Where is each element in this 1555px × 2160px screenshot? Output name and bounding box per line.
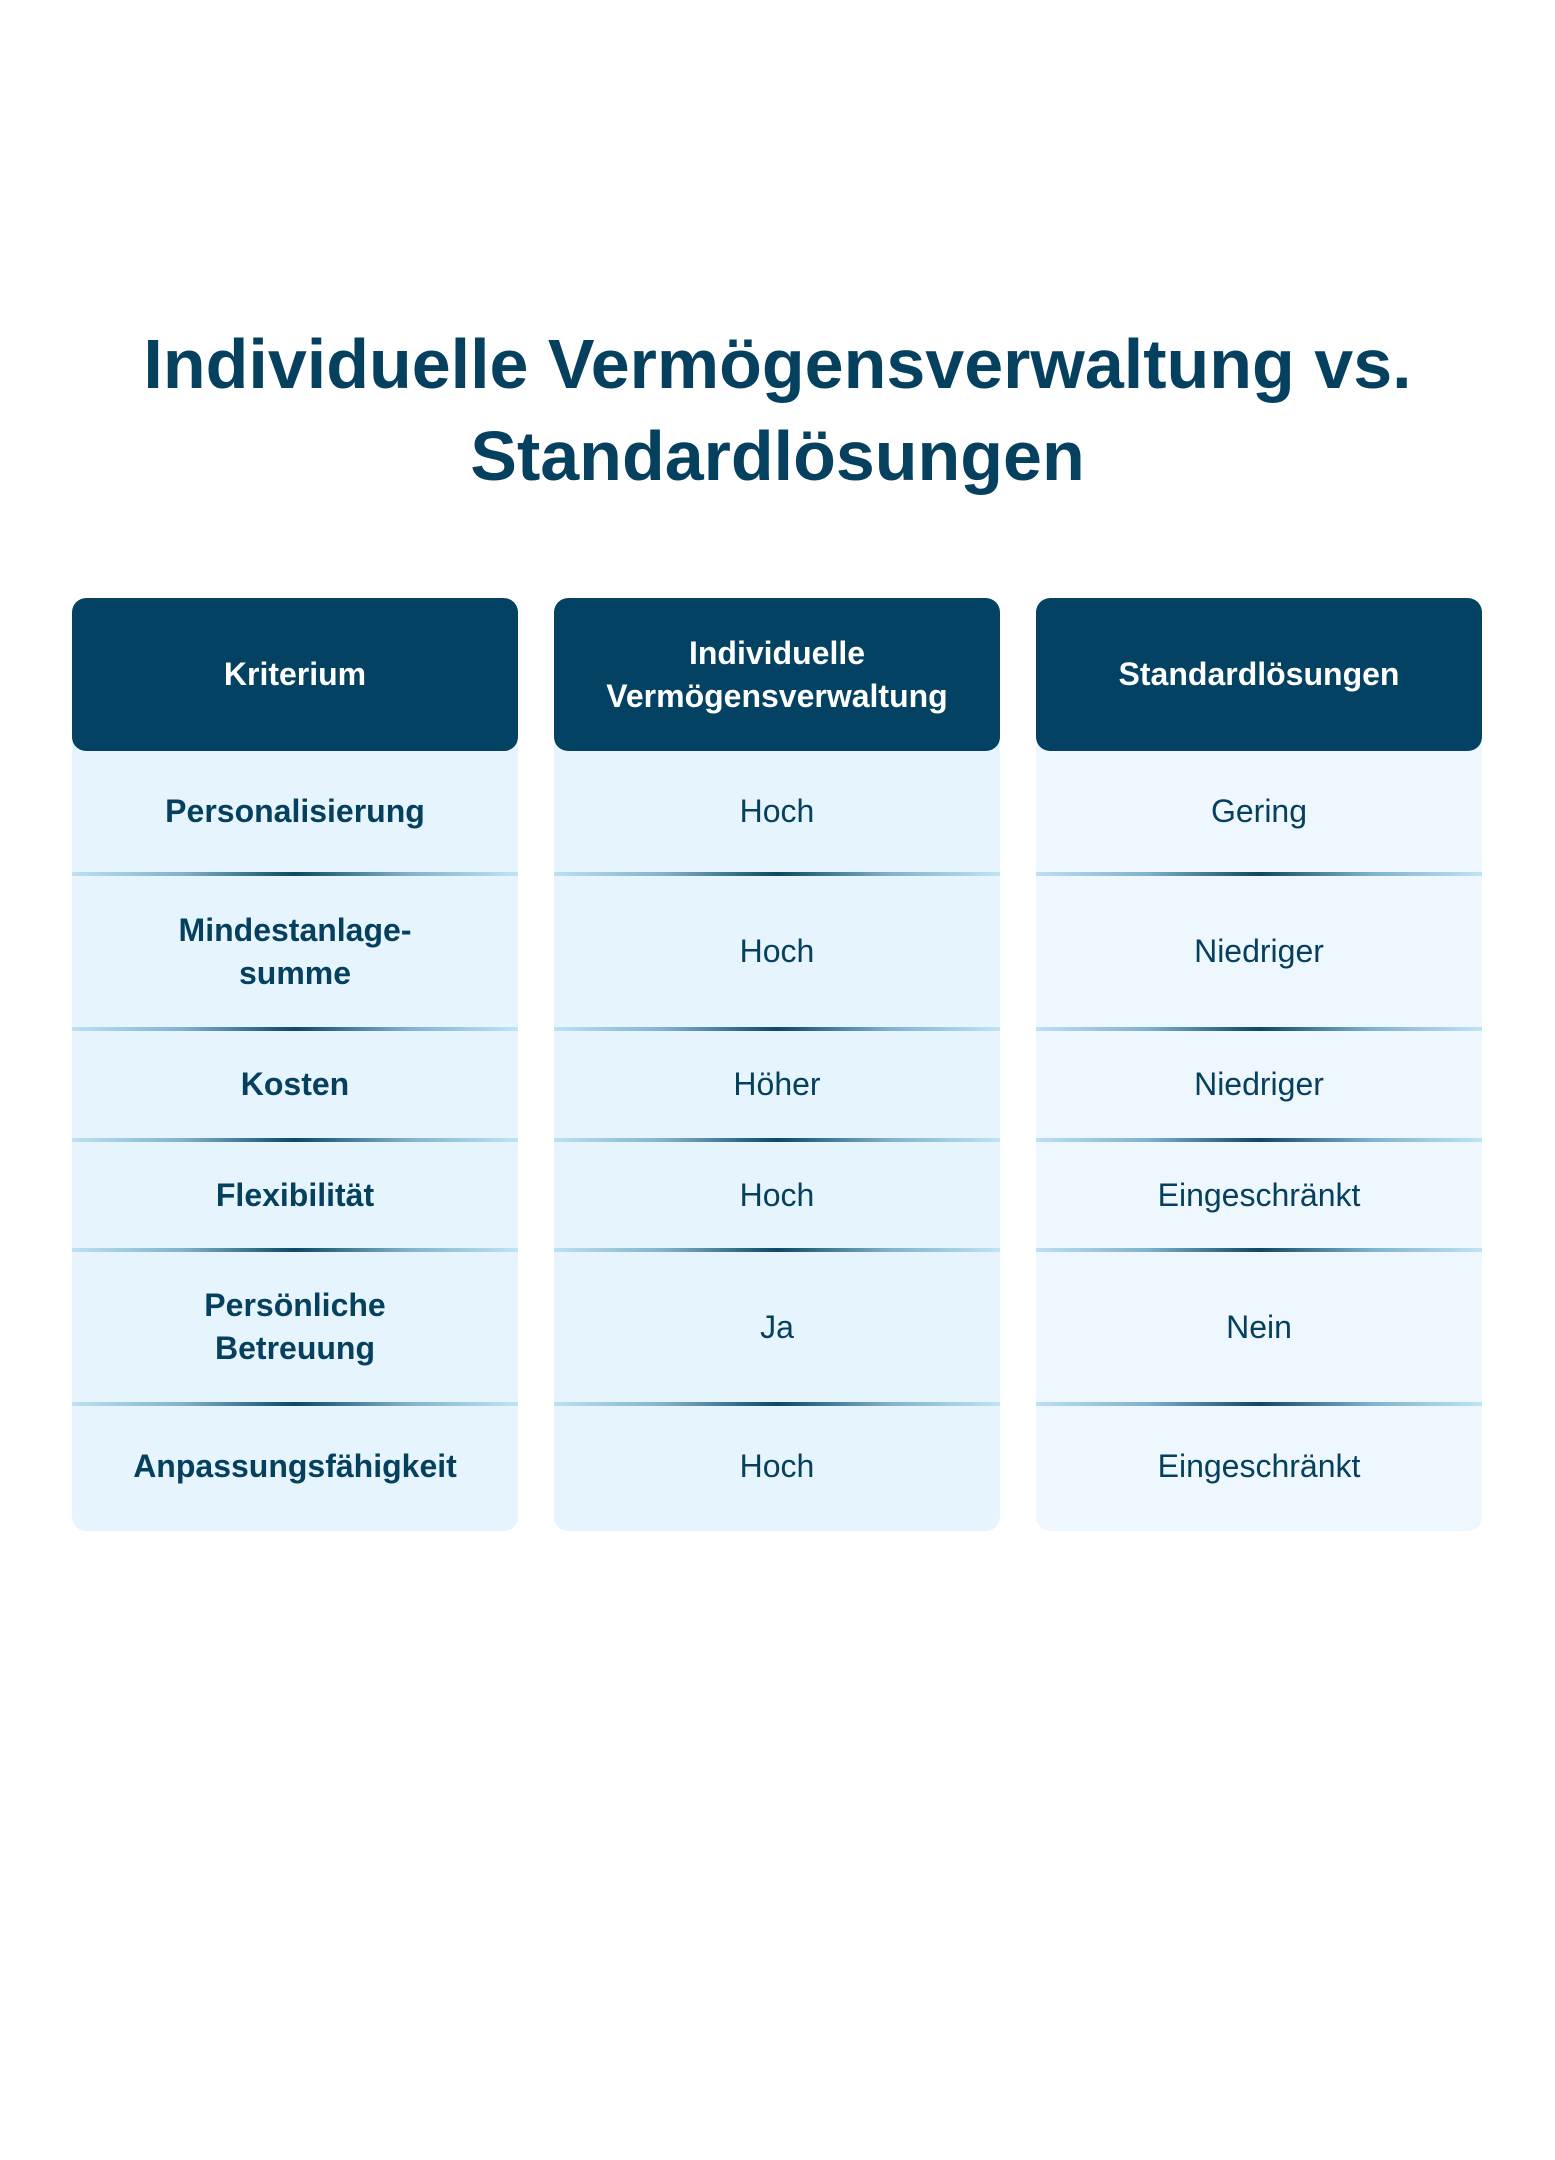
standard-cell: Nein (1226, 1308, 1292, 1345)
standard-cell: Eingeschränkt (1157, 1176, 1361, 1213)
column-header-individual: Individuelle Vermögensverwaltung (554, 598, 1000, 751)
column-individual (554, 598, 1000, 1531)
column-header-standard: Standardlösungen (1036, 598, 1482, 751)
individual-cell: Hoch (739, 1448, 815, 1484)
criterion-cell: Persönliche Betreuung (204, 1287, 386, 1366)
individual-cell: Hoch (739, 933, 815, 969)
column-standard (1036, 598, 1482, 1531)
individual-cell: Hoch (739, 1176, 815, 1213)
standard-cell: Niedriger (1194, 933, 1324, 969)
criterion-cell: Anpassungsfähigkeit (133, 1448, 457, 1484)
individual-cell: Hoch (739, 793, 815, 829)
page-title (0, 318, 1555, 502)
criterion-cell: Kosten (240, 1066, 350, 1102)
criterion-cell: Flexibilität (215, 1176, 375, 1213)
criterion-cell: Mindestanlage-summe (178, 911, 412, 991)
individual-cell: Ja (760, 1308, 794, 1345)
page-title-line-2: Standardlösungen (470, 417, 1085, 495)
standard-cell: Eingeschränkt (1157, 1448, 1361, 1484)
criterion-cell: Personalisierung (165, 793, 425, 829)
standard-cell: Niedriger (1194, 1066, 1324, 1102)
column-header-criteria: Kriterium (72, 598, 518, 751)
individual-cell: Höher (733, 1066, 821, 1102)
column-criteria (72, 598, 518, 1531)
page-title-line-1: Individuelle Vermögensverwaltung vs. (143, 325, 1412, 403)
standard-cell: Gering (1210, 793, 1308, 829)
